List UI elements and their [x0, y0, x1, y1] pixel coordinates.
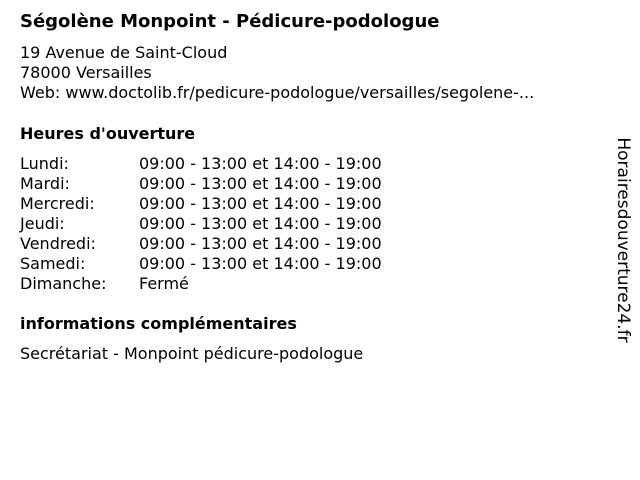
address-block	[20, 43, 534, 103]
day-label: Dimanche:	[20, 274, 107, 293]
hours-row-sunday	[20, 274, 382, 294]
day-label: Mercredi:	[20, 194, 95, 213]
additional-info-heading: informations complémentaires	[20, 314, 297, 333]
day-hours: 09:00 - 13:00 et 14:00 - 19:00	[139, 154, 382, 173]
day-label: Mardi:	[20, 174, 70, 193]
day-label: Vendredi:	[20, 234, 96, 253]
hours-row-monday	[20, 154, 382, 174]
page-title: Ségolène Monpoint - Pédicure-podologue	[20, 11, 440, 32]
day-hours: Fermé	[139, 274, 189, 293]
hours-row-friday	[20, 234, 382, 254]
postal-city: 78000 Versailles	[20, 63, 152, 82]
day-hours: 09:00 - 13:00 et 14:00 - 19:00	[139, 234, 382, 253]
hours-row-tuesday	[20, 174, 382, 194]
day-label: Samedi:	[20, 254, 86, 273]
site-watermark: Horairesdouverture24.fr	[613, 137, 633, 343]
hours-row-thursday	[20, 214, 382, 234]
day-hours: 09:00 - 13:00 et 14:00 - 19:00	[139, 214, 382, 233]
hours-row-wednesday	[20, 194, 382, 214]
day-hours: 09:00 - 13:00 et 14:00 - 19:00	[139, 194, 382, 213]
day-hours: 09:00 - 13:00 et 14:00 - 19:00	[139, 254, 382, 273]
day-hours: 09:00 - 13:00 et 14:00 - 19:00	[139, 174, 382, 193]
street-address: 19 Avenue de Saint-Cloud	[20, 43, 228, 62]
day-label: Jeudi:	[20, 214, 65, 233]
day-label: Lundi:	[20, 154, 69, 173]
opening-hours-heading: Heures d'ouverture	[20, 124, 196, 143]
opening-hours-table	[20, 154, 382, 294]
hours-row-saturday	[20, 254, 382, 274]
website-line: Web: www.doctolib.fr/pedicure-podologue/versailles/segolene-...	[20, 83, 535, 102]
additional-info-text: Secrétariat - Monpoint pédicure-podologue	[20, 344, 364, 363]
